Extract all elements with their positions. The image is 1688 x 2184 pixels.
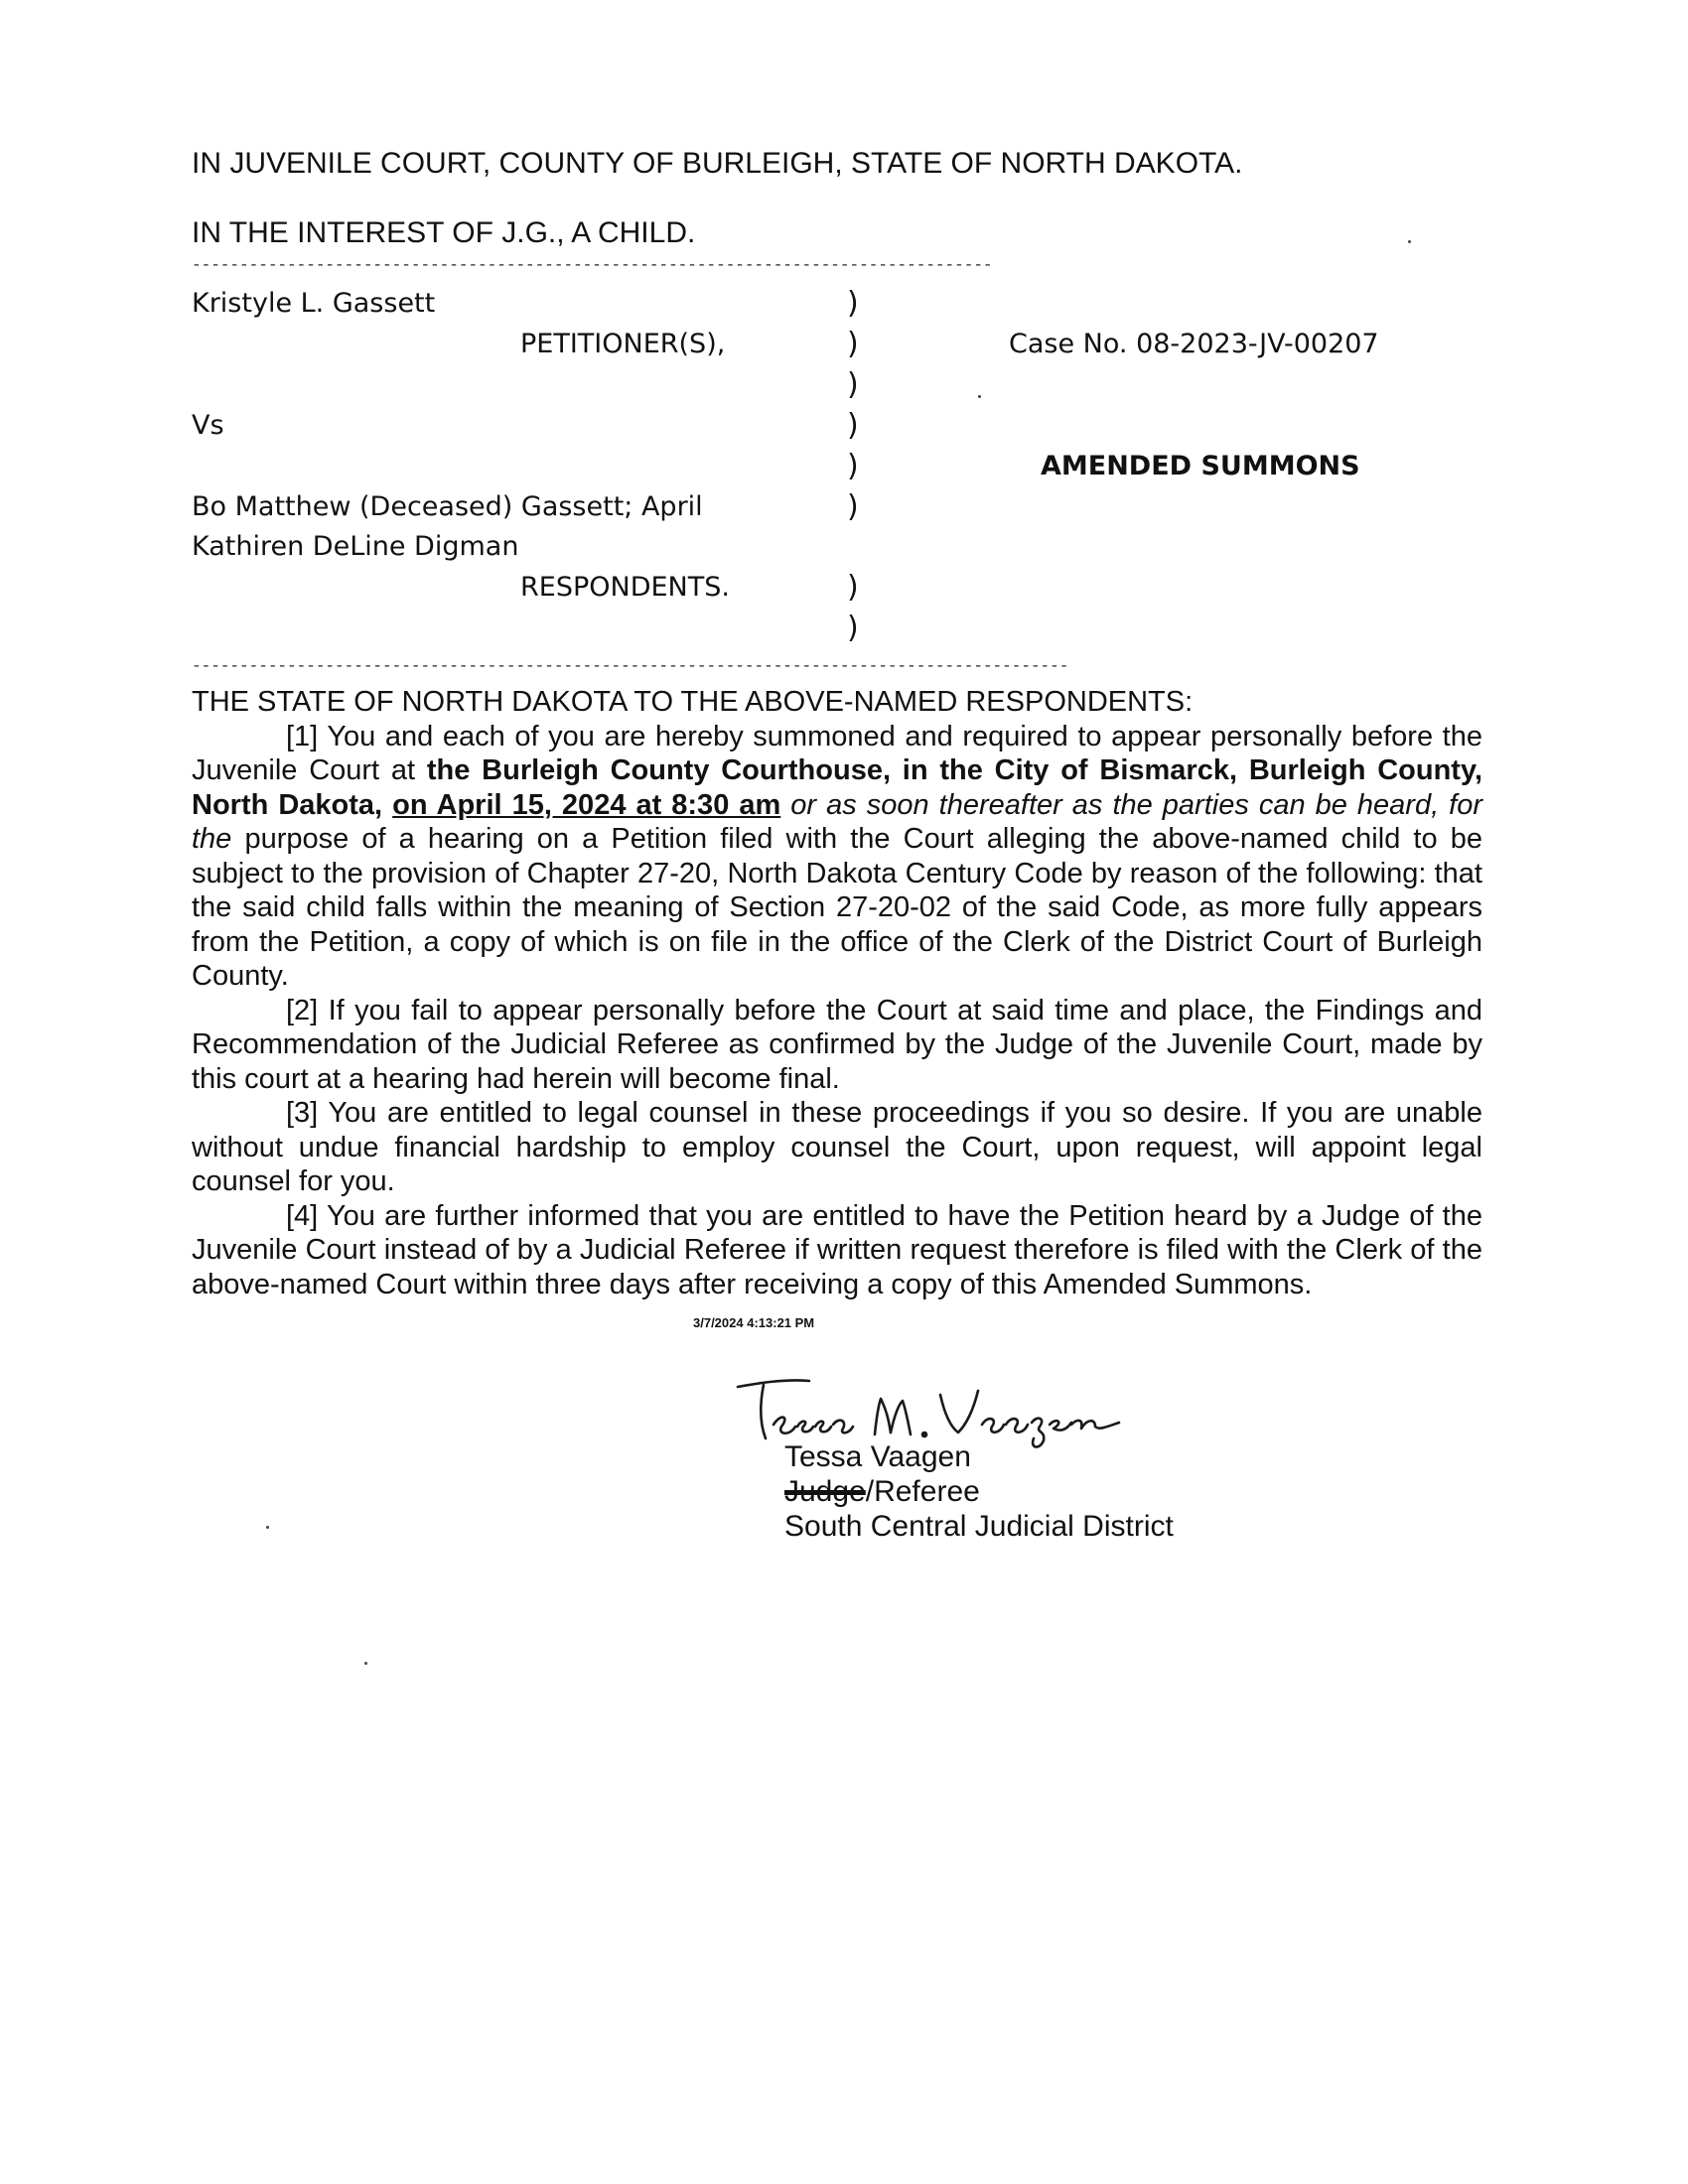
signer-title (784, 1474, 1174, 1509)
paragraph-1-italic: or as soon thereafter as the parties can be heard, for the (192, 788, 1483, 855)
case-number: Case No. 08-2023-JV-00207 (1009, 329, 1379, 359)
signer-district: South Central Judicial District (784, 1510, 1174, 1543)
paren: ) (847, 286, 859, 321)
respondent-names-line-1: Bo Matthew (Deceased) Gassett; April (192, 491, 703, 522)
paragraph-2: [2] If you fail to appear personally before the Court at said time and place, the Findings and Recommendation of the Judicial Referee as confirmed by the Judge of the Juvenile Court, made by this court at a hearing had herein will become final. (192, 994, 1482, 1095)
paren: ) (847, 489, 859, 524)
petitioner-label: PETITIONER(S), (520, 329, 726, 359)
caption-divider: -------------------------------------------------------------------------------------------- (192, 657, 1069, 675)
paren: ) (847, 367, 859, 402)
signer-title-rest: /Referee (865, 1475, 980, 1508)
paren: ) (847, 570, 859, 605)
scan-speck (978, 395, 981, 398)
paren: ) (847, 327, 859, 361)
salutation: THE STATE OF NORTH DAKOTA TO THE ABOVE-NAMED RESPONDENTS: (192, 686, 1194, 718)
hearing-location: the Burleigh County Courthouse, in the City of Bismarck, Burleigh County, North Dakota, (192, 754, 1482, 821)
paragraph-3: [3] You are entitled to legal counsel in these proceedings if you so desire. If you are unable without undue financial hardship to employ counsel the Court, upon request, will appoint legal counsel for you. (192, 1097, 1482, 1197)
struck-title: Judge (784, 1475, 866, 1508)
filed-timestamp: 3/7/2024 4:13:21 PM (693, 1315, 815, 1330)
respondent-label: RESPONDENTS. (520, 572, 730, 603)
hearing-datetime: on April 15, 2024 at 8:30 am (392, 788, 781, 821)
signer-name: Tessa Vaagen (784, 1440, 971, 1473)
court-heading: IN JUVENILE COURT, COUNTY OF BURLEIGH, STATE OF NORTH DAKOTA. (192, 147, 1243, 180)
paragraph-4: [4] You are further informed that you are entitled to have the Petition heard by a Judge of the Juvenile Court instead of by a Judicial Referee if written request therefore is filed with the Clerk of the above-named Court within three days after receiving a copy of this Amended Summons. (192, 1199, 1482, 1300)
paragraph-1 (192, 720, 1482, 994)
document-title: AMENDED SUMMONS (1041, 451, 1360, 481)
paragraph-1-intro: [1] You and each of you are hereby summoned and required to appear personally before the Juvenile Court at (192, 720, 1482, 786)
versus-label: Vs (192, 410, 224, 441)
scan-speck (266, 1526, 269, 1529)
scan-speck (1408, 240, 1411, 243)
paragraph-1-rest: purpose of a hearing on a Petition filed with the Court alleging the above-named child to be subject to the provision of Chapter 27-20, North Dakota Century Code by reason of the following: that the said child falls within the meaning of Section 27-20-02 of the said Code, as more fully appears from the Petition, a copy of which is on file in the office of the Clerk of the District Court of Burleigh County. (192, 823, 1482, 992)
paren: ) (847, 408, 859, 443)
summons-body (192, 685, 1482, 1301)
spacer (382, 789, 392, 821)
top-divider: ------------------------------------------------------------------------------------ (192, 256, 993, 274)
paren: ) (847, 611, 859, 645)
signature-block (784, 1439, 1174, 1544)
scan-speck (364, 1662, 367, 1665)
respondent-names-line-2: Kathiren DeLine Digman (192, 531, 519, 562)
interest-heading: IN THE INTEREST OF J.G., A CHILD. (192, 216, 696, 249)
petitioner-name: Kristyle L. Gassett (192, 288, 436, 319)
paren: ) (847, 449, 859, 483)
